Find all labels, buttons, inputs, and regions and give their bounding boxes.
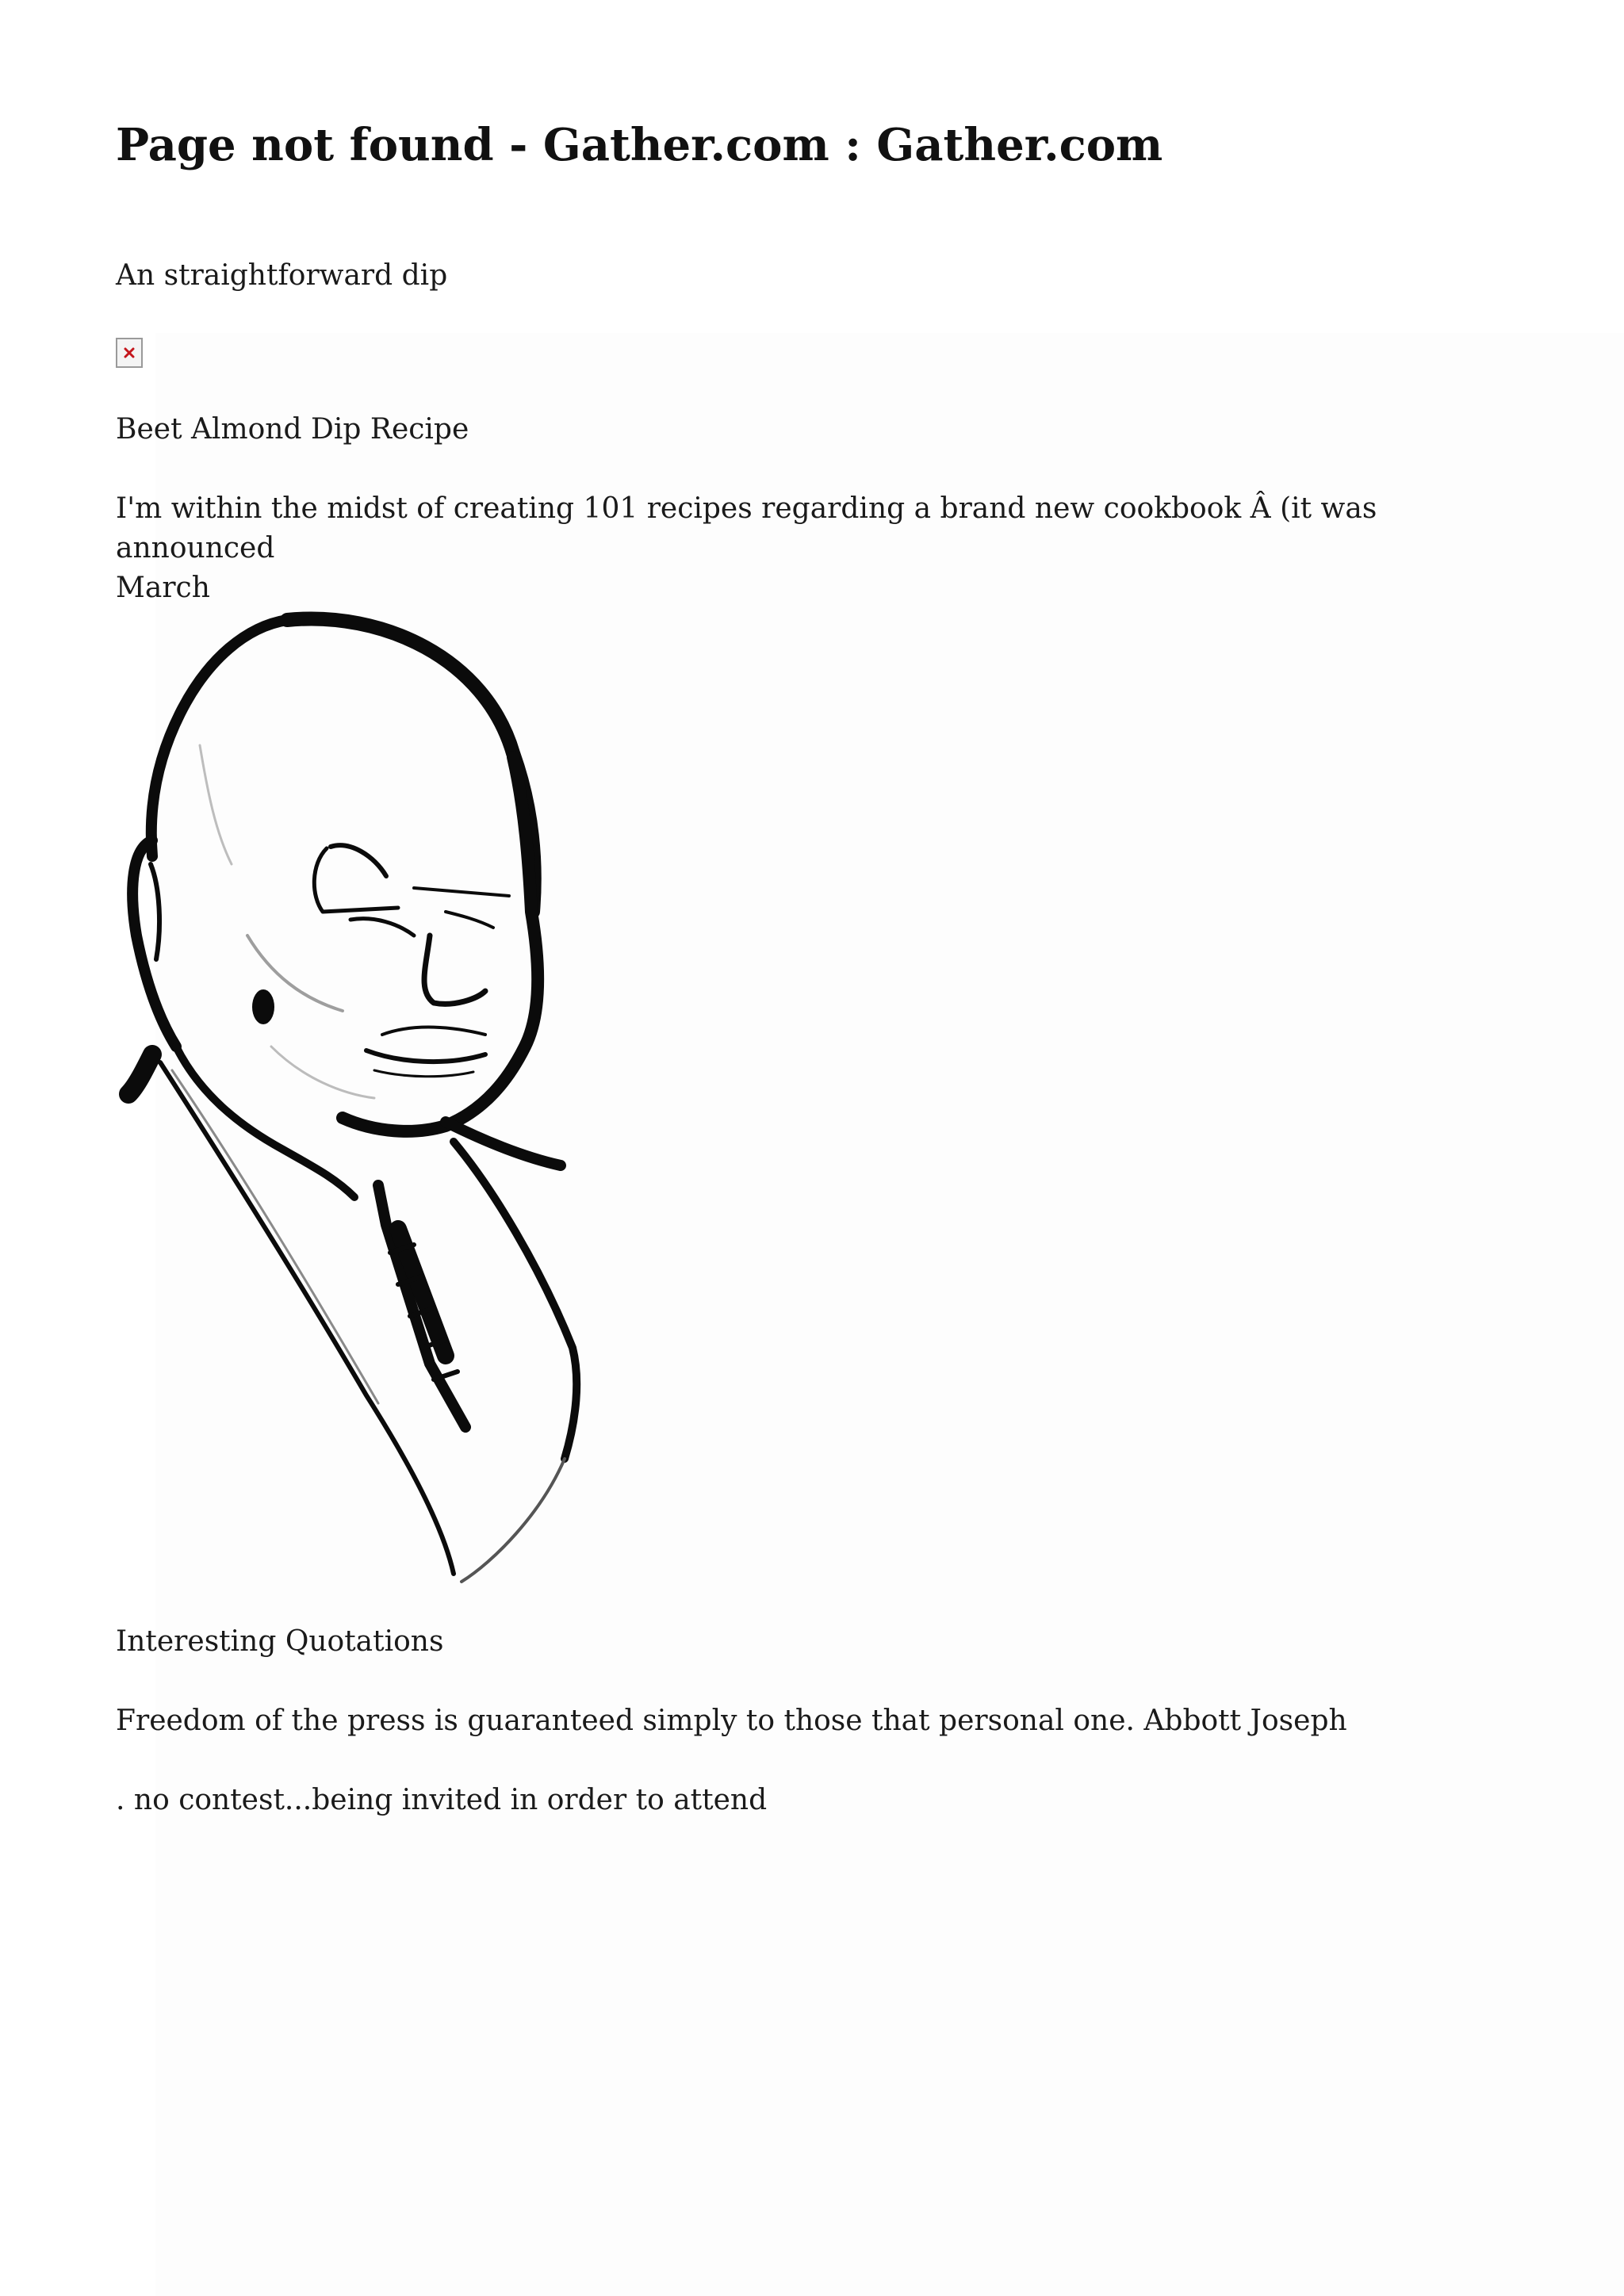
quote-text: Freedom of the press is guaranteed simply to those that personal one. Abbott Joseph	[116, 1705, 1347, 1737]
intro-text: An straightforward dip	[116, 259, 448, 292]
recipe-title: Beet Almond Dip Recipe	[116, 413, 469, 446]
body-line-2: March	[116, 572, 210, 604]
page-title: Page not found - Gather.com : Gather.com	[116, 119, 1163, 171]
body-line-1: I'm within the midst of creating 101 recipes regarding a brand new cookbook Â (it was announced	[116, 492, 1377, 564]
quotes-heading: Interesting Quotations	[116, 1625, 444, 1658]
contest-text: . no contest...being invited in order to attend	[116, 1784, 768, 1816]
portrait-sketch	[113, 603, 604, 1586]
body-text	[116, 489, 1511, 608]
broken-image-icon	[116, 338, 143, 368]
